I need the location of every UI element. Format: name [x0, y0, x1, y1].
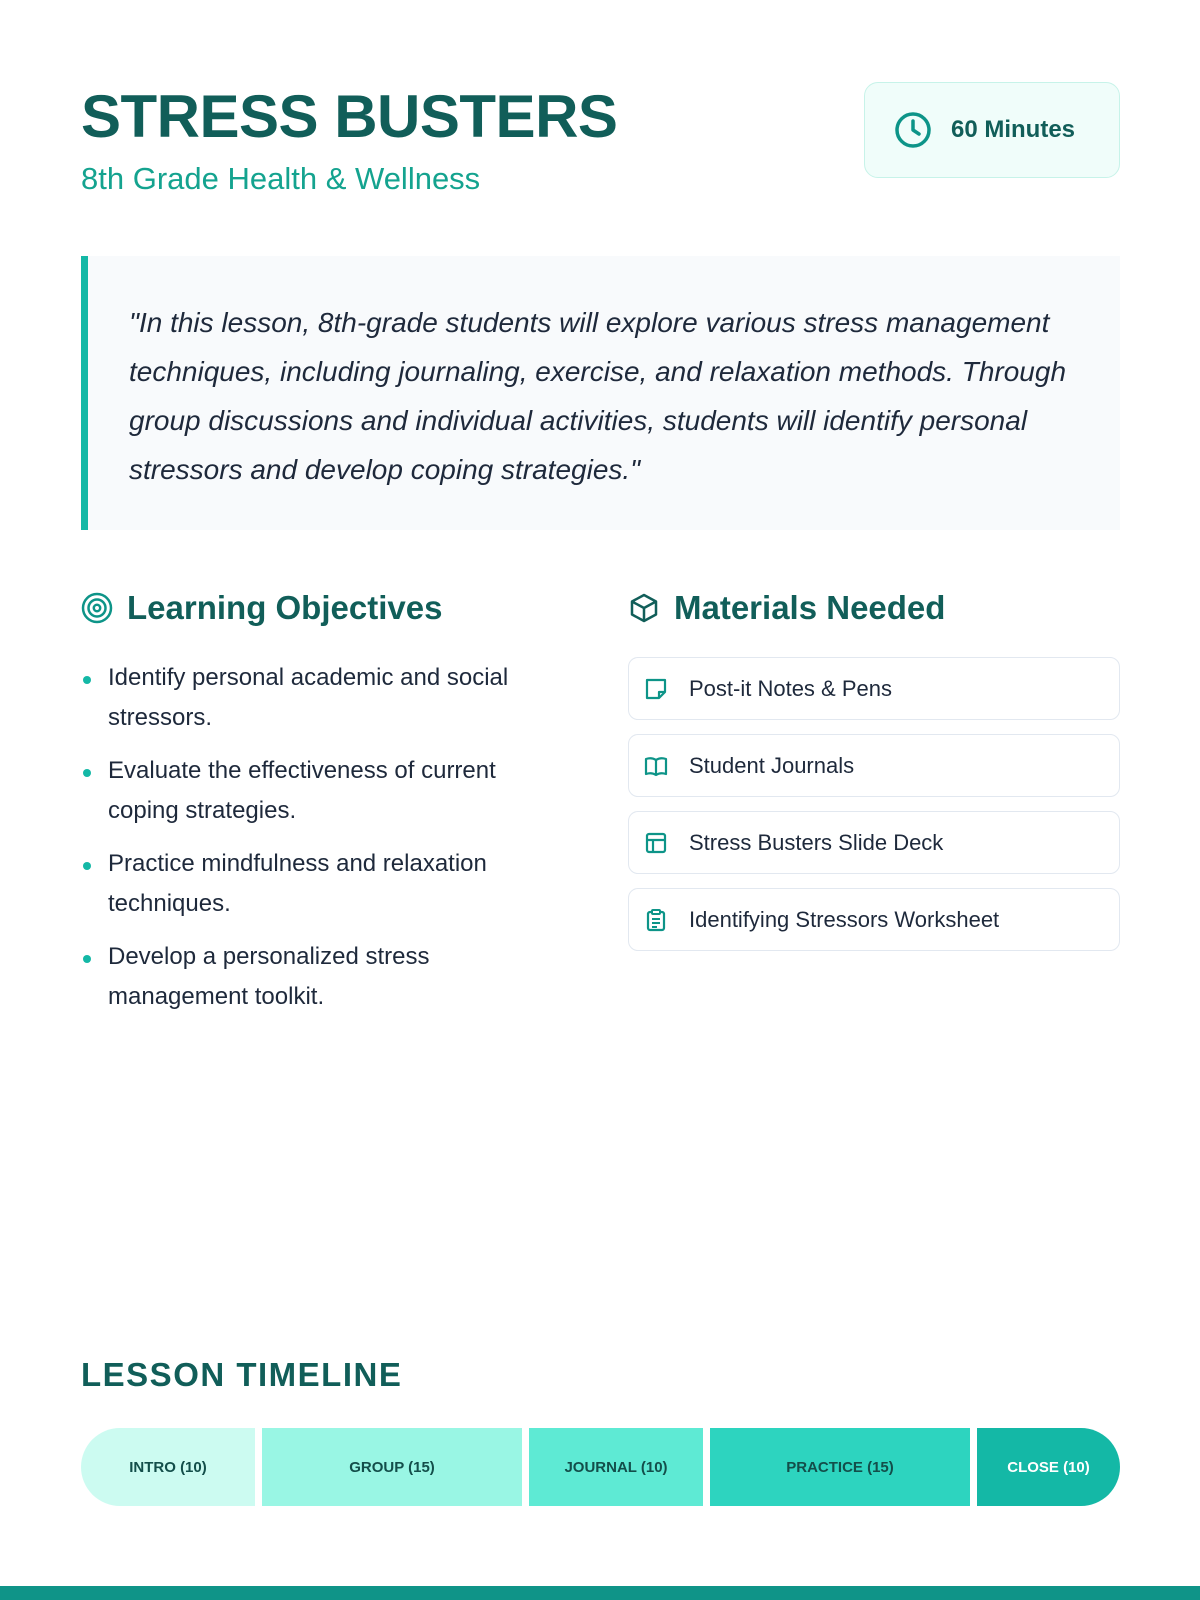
book-open-icon — [643, 753, 669, 779]
layout-icon — [643, 830, 669, 856]
lesson-title: STRESS BUSTERS — [81, 83, 618, 150]
duration-text: 60 Minutes — [951, 116, 1076, 143]
lesson-overview-quote — [81, 256, 1120, 530]
material-label: Stress Busters Slide Deck — [689, 829, 944, 855]
list-item: Identify personal academic and social stressors. — [81, 658, 561, 738]
material-label: Post-it Notes & Pens — [689, 675, 892, 701]
lesson-subtitle: 8th Grade Health & Wellness — [81, 161, 481, 196]
material-item — [628, 657, 1120, 720]
overview-text: "In this lesson, 8th-grade students will explore various stress management techniques, including journaling, exercise, and relaxation methods. Through group discussions and individual activities, students will identify personal stressors and develop coping strategies." — [129, 307, 1067, 485]
duration-badge — [864, 82, 1120, 178]
timeline-title: LESSON TIMELINE — [81, 1356, 403, 1393]
lesson-plan-page — [81, 0, 1120, 1600]
list-item: Practice mindfulness and relaxation techniques. — [81, 844, 561, 924]
box-icon — [628, 592, 660, 624]
timeline-segment-close: CLOSE (10) — [977, 1428, 1120, 1506]
timeline-segment-group: GROUP (15) — [262, 1428, 522, 1506]
sticky-note-icon — [643, 676, 669, 702]
timeline-segment-practice: PRACTICE (15) — [710, 1428, 970, 1506]
objectives-list — [81, 658, 561, 1030]
list-item: Develop a personalized stress management toolkit. — [81, 937, 561, 1017]
footer-bar — [0, 1586, 1200, 1600]
objectives-heading — [81, 586, 442, 630]
clipboard-icon — [643, 907, 669, 933]
objectives-title: Learning Objectives — [127, 589, 443, 626]
timeline-segment-intro: INTRO (10) — [81, 1428, 255, 1506]
material-item — [628, 888, 1120, 951]
timeline-segment-journal: JOURNAL (10) — [529, 1428, 703, 1506]
material-item — [628, 811, 1120, 874]
list-item: Evaluate the effectiveness of current coping strategies. — [81, 751, 561, 831]
target-icon — [81, 592, 113, 624]
materials-list — [628, 657, 1120, 965]
material-item — [628, 734, 1120, 797]
materials-title: Materials Needed — [674, 589, 946, 626]
lesson-header — [81, 82, 1120, 202]
material-label: Identifying Stressors Worksheet — [689, 906, 1000, 932]
material-label: Student Journals — [689, 752, 855, 778]
clock-icon — [893, 110, 933, 150]
lesson-timeline-bar — [81, 1428, 1120, 1506]
materials-heading — [628, 586, 945, 630]
